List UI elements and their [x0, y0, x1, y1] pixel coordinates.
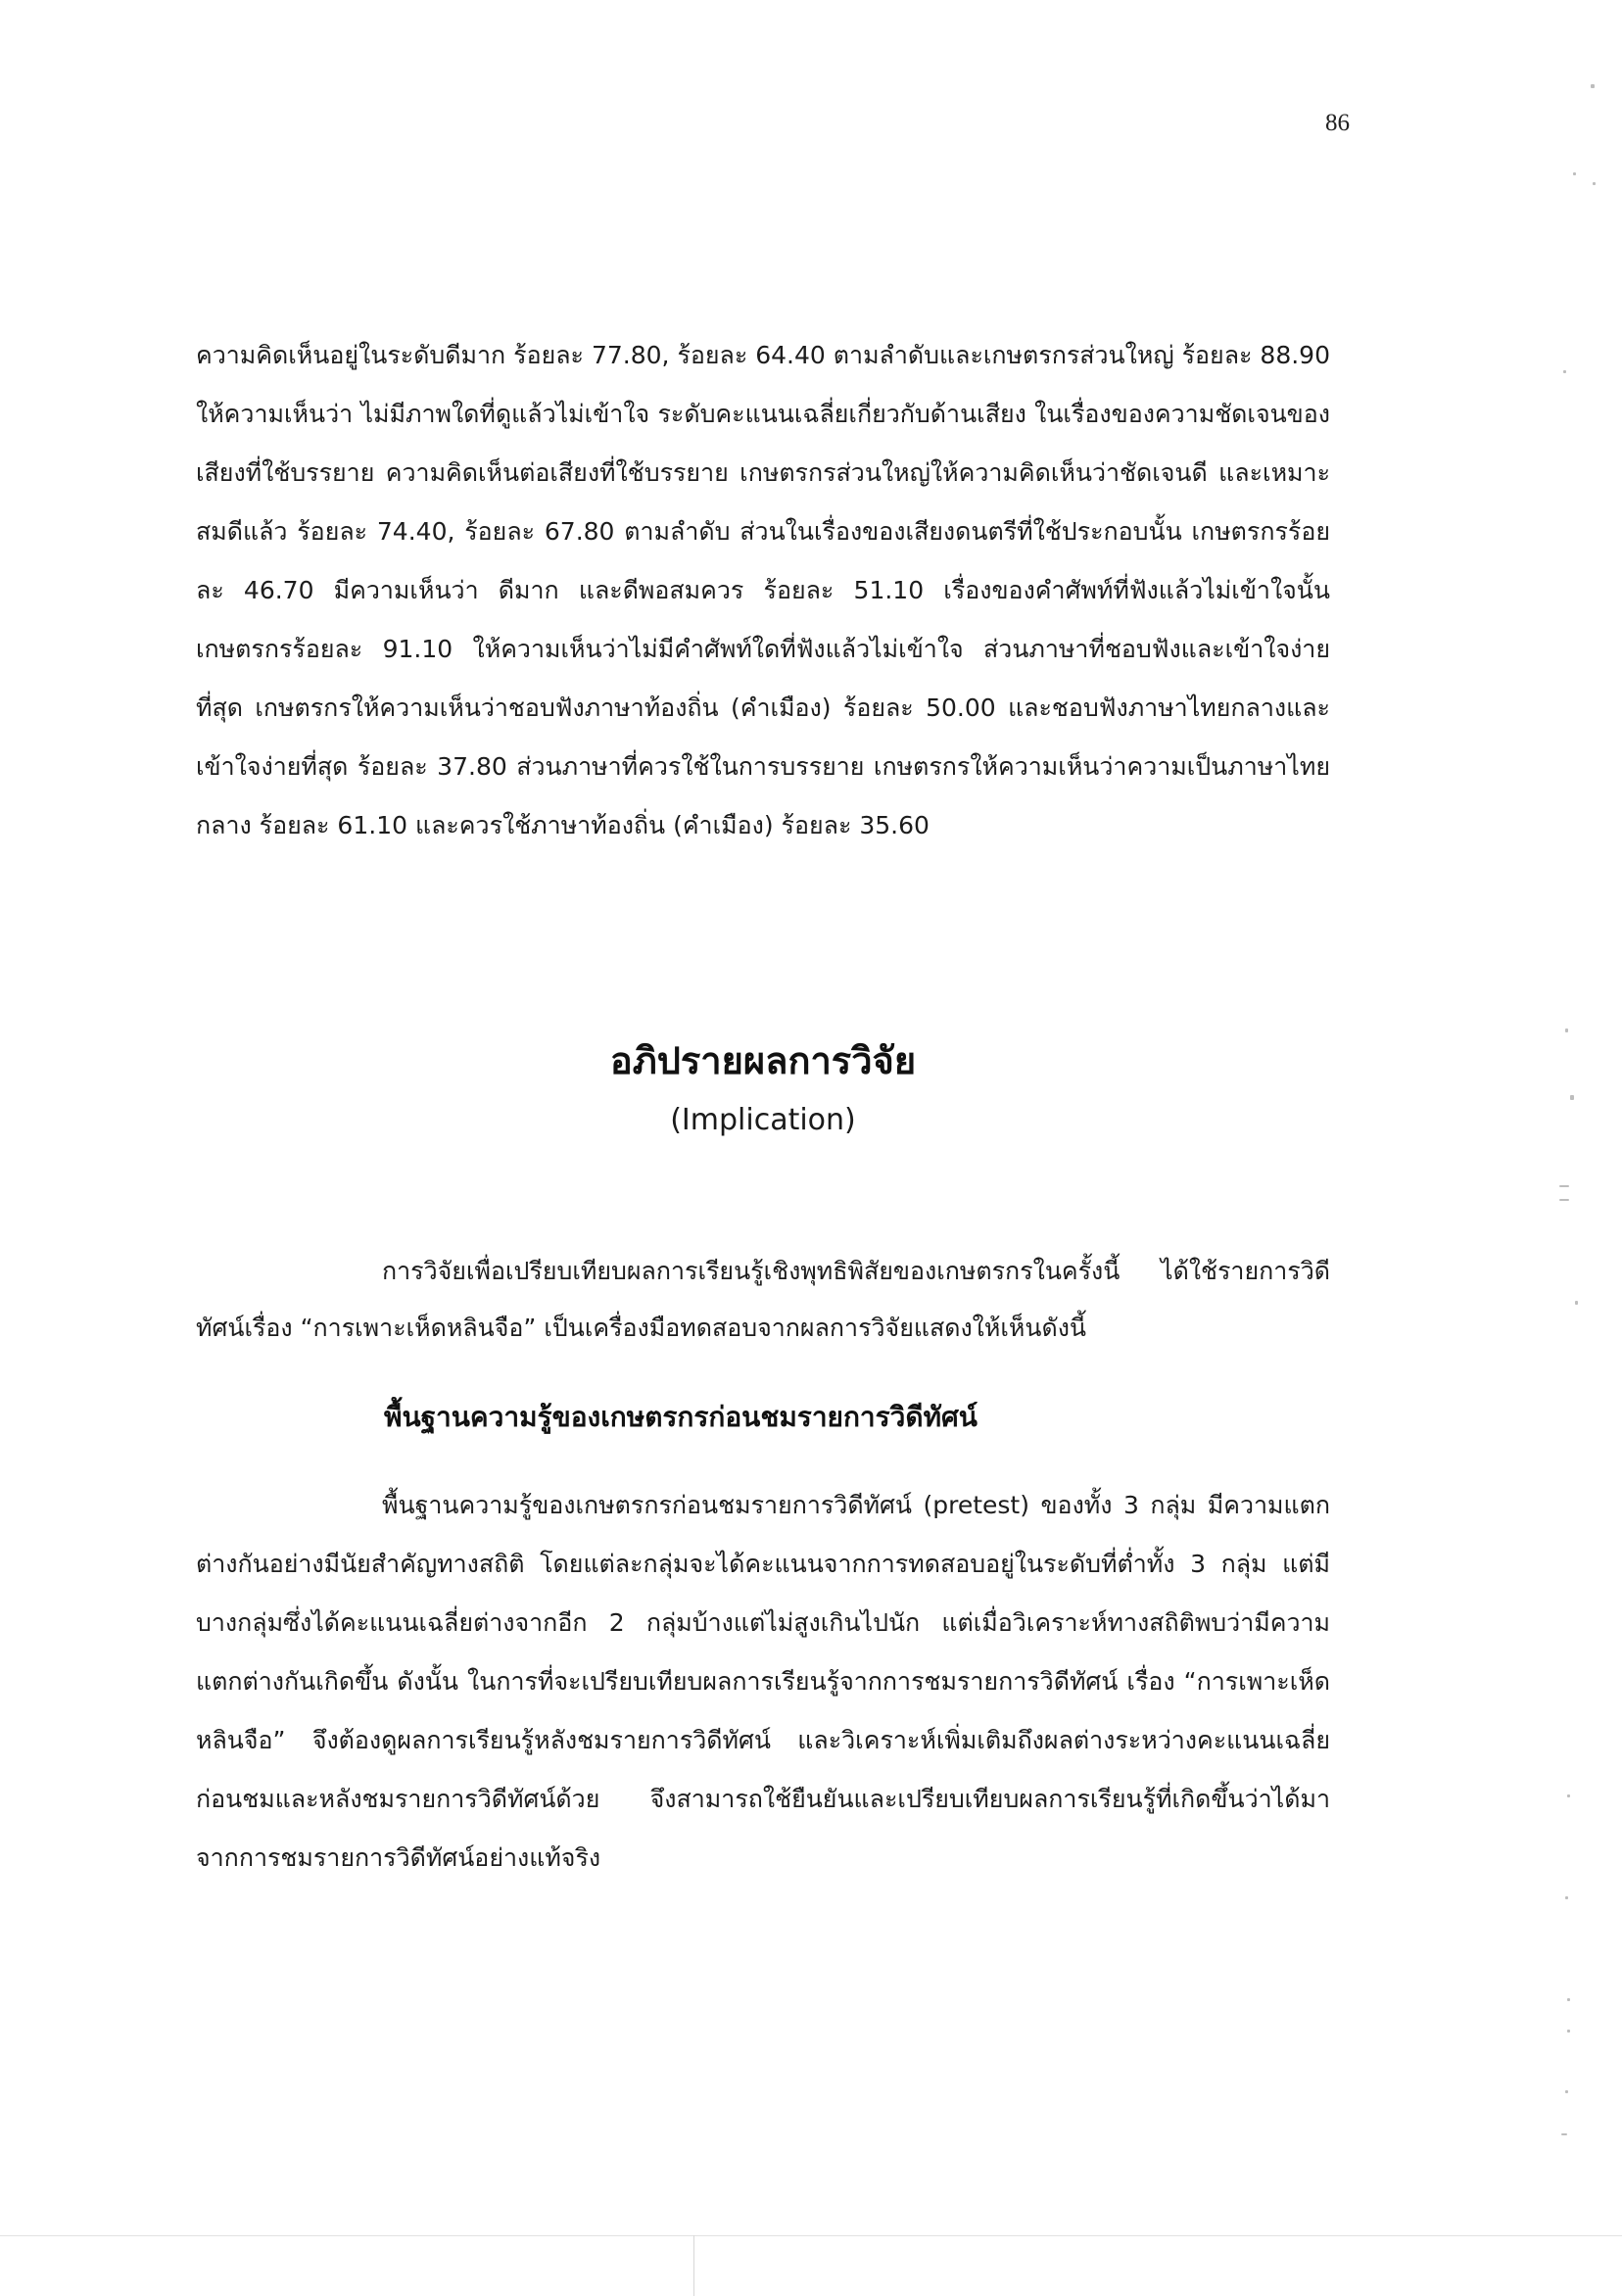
scan-speck: [1593, 182, 1596, 185]
page-number: 86: [1325, 110, 1350, 136]
scan-speck: [1573, 172, 1576, 175]
section-subtitle: (Implication): [670, 1103, 856, 1137]
scan-speck: [1559, 1185, 1569, 1187]
paragraph-research-intro: การวิจัยเพื่อเปรียบเทียบผลการเรียนรู้เชิงพุทธิพิสัยของเกษตรกรในครั้งนี้ ได้ใช้รายการวิดีทัศน์เรื่อง “การเพาะเห็ดหลินจือ” เป็นเครื่องมือทดสอบจากผลการวิจัยแสดงให้เห็นดังนี้: [196, 1257, 1330, 1342]
scan-speck: [1575, 1301, 1578, 1305]
scan-speck: [1563, 370, 1566, 373]
paragraph-pretest-knowledge: พื้นฐานความรู้ของเกษตรกรก่อนชมรายการวิดีทัศน์ (pretest) ของทั้ง 3 กลุ่ม มีความแตกต่างกันอย่างมีนัยสำคัญทางสถิติ โดยแต่ละกลุ่มจะได้คะแนนจากการทดสอบอยู่ในระดับที่ต่ำทั้ง 3 กลุ่ม แต่มีบางกลุ่มซึ่งได้คะแนนเฉลี่ยต่างจากอีก 2 กลุ่มบ้างแต่ไม่สูงเกินไปนัก แต่เมื่อวิเคราะห์ทางสถิติพบว่ามีความแตกต่างกันเกิดขึ้น ดังนั้น ในการที่จะเปรียบเทียบผลการเรียนรู้จากการชมรายการวิดีทัศน์ เรื่อง “การเพาะเห็ดหลินจือ” จึงต้องดูผลการเรียนรู้หลังชมรายการวิดีทัศน์ และวิเคราะห์เพิ่มเติมถึงผลต่างระหว่างคะแนนเฉลี่ยก่อนชมและหลังชมรายการวิดีทัศน์ด้วย จึงสามารถใช้ยืนยันและเปรียบเทียบผลการเรียนรู้ที่เกิดขึ้นว่าได้มาจากการชมรายการวิดีทัศน์อย่างแท้จริง: [196, 1491, 1330, 1872]
scan-speck: [1565, 1896, 1568, 1899]
subsection-heading: พื้นฐานความรู้ของเกษตรกรก่อนชมรายการวิดีทัศน์: [384, 1401, 978, 1433]
scan-speck: [1559, 1199, 1569, 1201]
scan-speck: [1567, 1794, 1570, 1797]
scan-speck: [1567, 1998, 1570, 2001]
scan-speck: [1565, 2090, 1568, 2093]
footer-tick: [693, 2235, 694, 2296]
scan-speck: [1561, 2133, 1567, 2135]
section-title: อภิปรายผลการวิจัย: [609, 1039, 917, 1082]
scan-speck: [1567, 2030, 1570, 2033]
scan-speck: [1570, 1095, 1574, 1100]
scan-speck: [1591, 84, 1595, 88]
footer-rule: [0, 2235, 1622, 2236]
scan-speck: [1565, 1028, 1568, 1032]
paragraph-results-summary: ความคิดเห็นอยู่ในระดับดีมาก ร้อยละ 77.80, ร้อยละ 64.40 ตามลำดับและเกษตรกรส่วนใหญ่ ร้อยละ 88.90 ให้ความเห็นว่า ไม่มีภาพใดที่ดูแล้วไม่เข้าใจ ระดับคะแนนเฉลี่ยเกี่ยวกับด้านเสียง ในเรื่องของความชัดเจนของเสียงที่ใช้บรรยาย ความคิดเห็นต่อเสียงที่ใช้บรรยาย เกษตรกรส่วนใหญ่ให้ความคิดเห็นว่าชัดเจนดี และเหมาะสมดีแล้ว ร้อยละ 74.40, ร้อยละ 67.80 ตามลำดับ ส่วนในเรื่องของเสียงดนตรีที่ใช้ประกอบนั้น เกษตรกรร้อยละ 46.70 มีความเห็นว่า ดีมาก และดีพอสมควร ร้อยละ 51.10 เรื่องของคำศัพท์ที่ฟังแล้วไม่เข้าใจนั้น เกษตรกรร้อยละ 91.10 ให้ความเห็นว่าไม่มีคำศัพท์ใดที่ฟังแล้วไม่เข้าใจ ส่วนภาษาที่ชอบฟังและเข้าใจง่ายที่สุด เกษตรกรให้ความเห็นว่าชอบฟังภาษาท้องถิ่น (คำเมือง) ร้อยละ 50.00 และชอบฟังภาษาไทยกลางและเข้าใจง่ายที่สุด ร้อยละ 37.80 ส่วนภาษาที่ควรใช้ในการบรรยาย เกษตรกรให้ความเห็นว่าความเป็นภาษาไทยกลาง ร้อยละ 61.10 และควรใช้ภาษาท้องถิ่น (คำเมือง) ร้อยละ 35.60: [196, 341, 1330, 839]
